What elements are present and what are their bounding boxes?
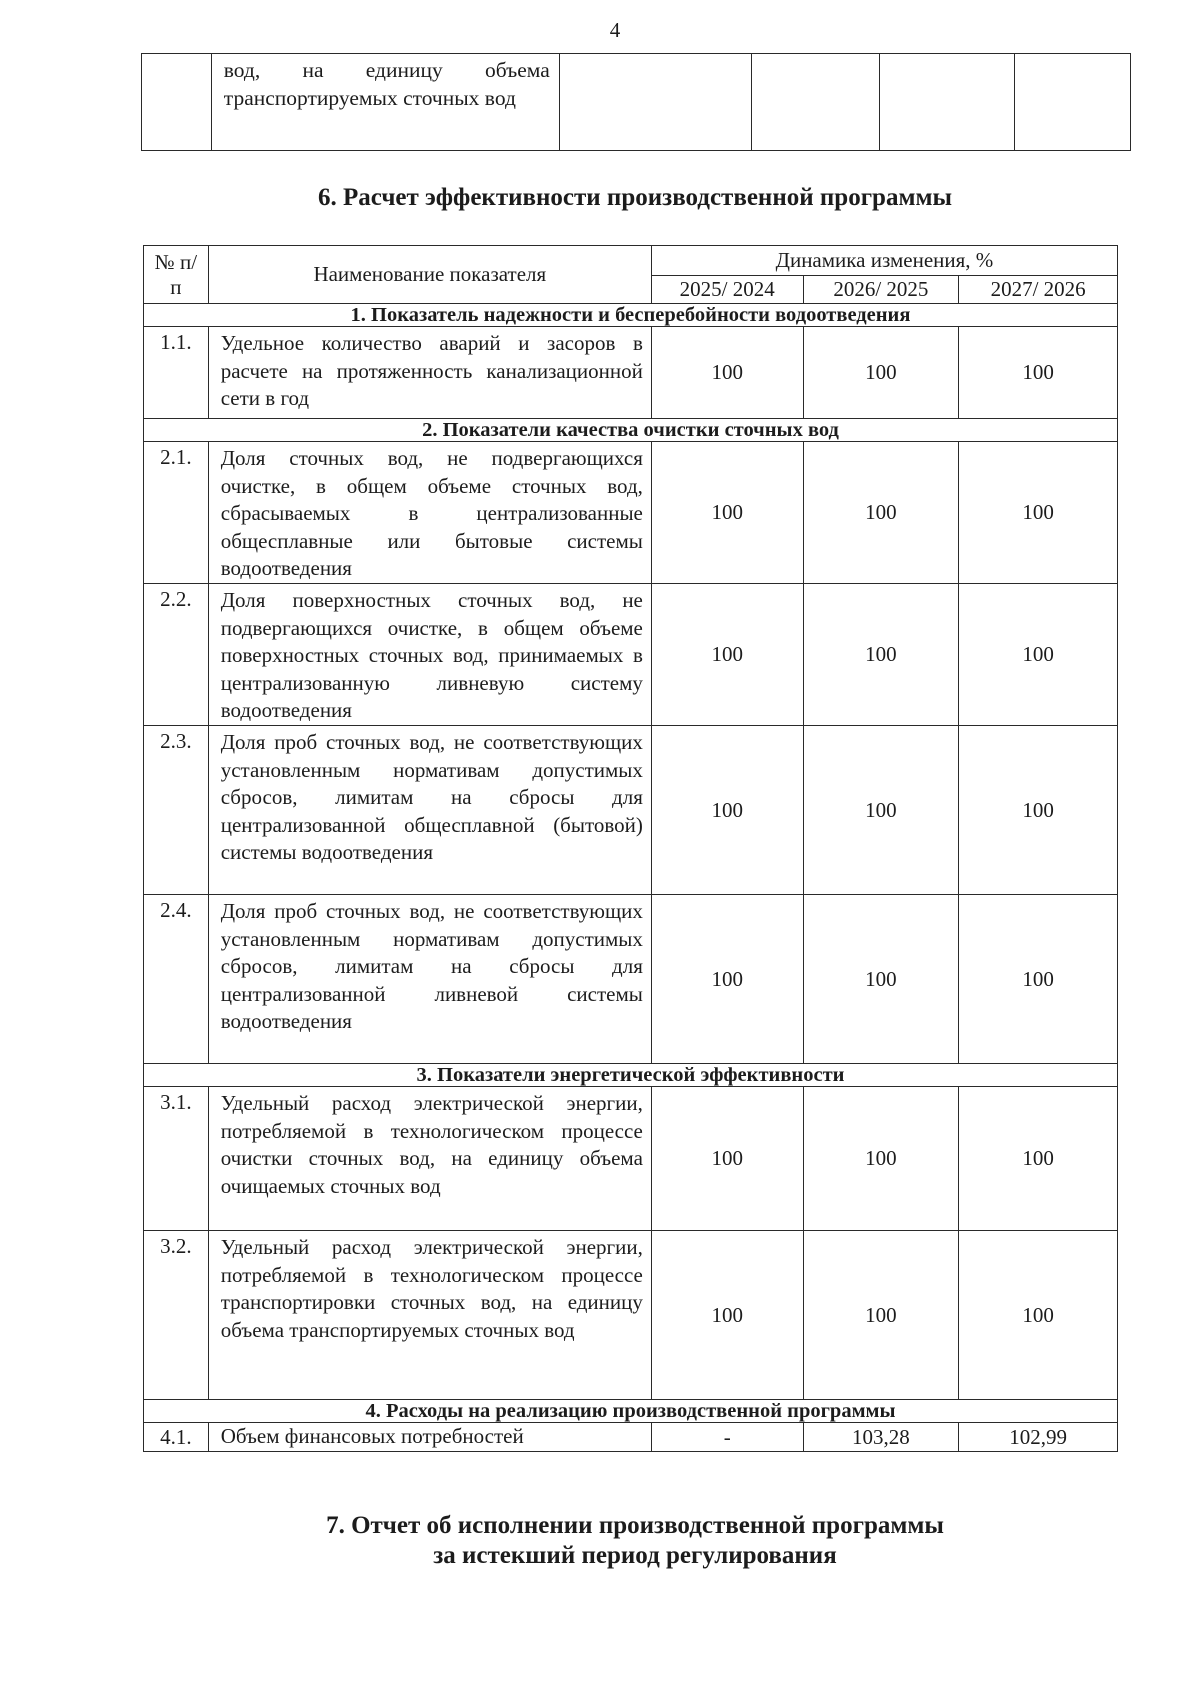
row-number: 1.1. [144, 327, 209, 419]
indicator-name: Доля проб сточных вод, не соответствующих установленным нормативам допустимых сбросов, лимитам на сбросы для централизованной ливневой системы водоотведения [208, 895, 651, 1064]
indicator-name: Доля проб сточных вод, не соответствующих установленным нормативам допустимых сбросов, лимитам на сбросы для централизованной общесплавной (бытовой) системы водоотведения [208, 726, 651, 895]
indicator-name: Доля сточных вод, не подвергающихся очистке, в общем объеме сточных вод, сбрасываемых в централизованные общесплавные или бытовые системы водоотведения [208, 442, 651, 584]
indicator-name: Объем финансовых потребностей [208, 1423, 651, 1452]
table-cell [1014, 54, 1130, 151]
value-cell: 103,28 [803, 1423, 959, 1452]
value-cell: - [651, 1423, 803, 1452]
table-cell [559, 54, 752, 151]
row-number: 4.1. [144, 1423, 209, 1452]
row-number: 3.1. [144, 1087, 209, 1231]
table-header-row [144, 246, 1118, 276]
group-title: 1. Показатель надежности и бесперебойности водоотведения [144, 304, 1118, 327]
efficiency-table [143, 245, 1118, 1452]
table-cell [752, 54, 880, 151]
row-number: 2.1. [144, 442, 209, 584]
section-7-title-line-2: за истекший период регулирования [433, 1542, 837, 1569]
page-number: 4 [609, 18, 621, 42]
value-cell: 100 [803, 726, 959, 895]
row-number: 2.2. [144, 584, 209, 726]
section-7-heading [0, 1511, 1200, 1571]
group-title: 3. Показатели энергетической эффективности [144, 1064, 1118, 1087]
header-year: 2025/ 2024 [651, 276, 803, 304]
value-cell: 100 [803, 895, 959, 1064]
group-title: 2. Показатели качества очистки сточных вод [144, 419, 1118, 442]
indicator-name: Удельное количество аварий и засоров в расчете на протяженность канализационной сети в год [208, 327, 651, 419]
table-row [144, 1231, 1118, 1400]
group-row [144, 304, 1118, 327]
table-row [144, 584, 1118, 726]
group-row [144, 1064, 1118, 1087]
table-row [144, 327, 1118, 419]
value-cell: 100 [959, 895, 1118, 1064]
continued-table [141, 53, 1131, 151]
indicator-name: вод, на единицу объема транспортируемых сточных вод [211, 54, 559, 151]
value-cell: 100 [651, 442, 803, 584]
table-row [142, 54, 1131, 151]
group-row [144, 419, 1118, 442]
header-indicator-name: Наименование показателя [208, 246, 651, 304]
value-cell: 100 [959, 1087, 1118, 1231]
value-cell: 100 [803, 1231, 959, 1400]
value-cell: 100 [651, 895, 803, 1064]
header-year: 2026/ 2025 [803, 276, 959, 304]
value-cell: 100 [651, 726, 803, 895]
value-cell: 100 [959, 584, 1118, 726]
value-cell: 100 [959, 327, 1118, 419]
indicator-name: Удельный расход электрической энергии, потребляемой в технологическом процессе транспортировки сточных вод, на единицу объема транспортируемых сточных вод [208, 1231, 651, 1400]
header-dynamics: Динамика изменения, % [651, 246, 1117, 276]
value-cell: 100 [651, 327, 803, 419]
row-number: 3.2. [144, 1231, 209, 1400]
table-row [144, 442, 1118, 584]
value-cell: 100 [959, 1231, 1118, 1400]
value-cell: 100 [651, 1087, 803, 1231]
header-year: 2027/ 2026 [959, 276, 1118, 304]
value-cell: 102,99 [959, 1423, 1118, 1452]
group-row [144, 1400, 1118, 1423]
value-cell: 100 [651, 1231, 803, 1400]
row-number: 2.3. [144, 726, 209, 895]
section-7-title-line-1: 7. Отчет об исполнении производственной программы [326, 1512, 944, 1539]
table-cell [880, 54, 1014, 151]
table-row [144, 1087, 1118, 1231]
indicator-name: Удельный расход электрической энергии, потребляемой в технологическом процессе очистки сточных вод, на единицу объема очищаемых сточных вод [208, 1087, 651, 1231]
section-6-heading: 6. Расчет эффективности производственной программы [317, 184, 953, 211]
table-row [144, 1423, 1118, 1452]
indicator-name: Доля поверхностных сточных вод, не подвергающихся очистке, в общем объеме поверхностных сточных вод, принимаемых в централизованную ливневую систему водоотведения [208, 584, 651, 726]
value-cell: 100 [803, 1087, 959, 1231]
table-row [144, 726, 1118, 895]
header-number: № п/п [144, 246, 209, 304]
table-cell [142, 54, 212, 151]
value-cell: 100 [959, 726, 1118, 895]
value-cell: 100 [803, 584, 959, 726]
value-cell: 100 [959, 442, 1118, 584]
value-cell: 100 [803, 327, 959, 419]
group-title: 4. Расходы на реализацию производственной программы [144, 1400, 1118, 1423]
value-cell: 100 [803, 442, 959, 584]
value-cell: 100 [651, 584, 803, 726]
table-row [144, 895, 1118, 1064]
row-number: 2.4. [144, 895, 209, 1064]
